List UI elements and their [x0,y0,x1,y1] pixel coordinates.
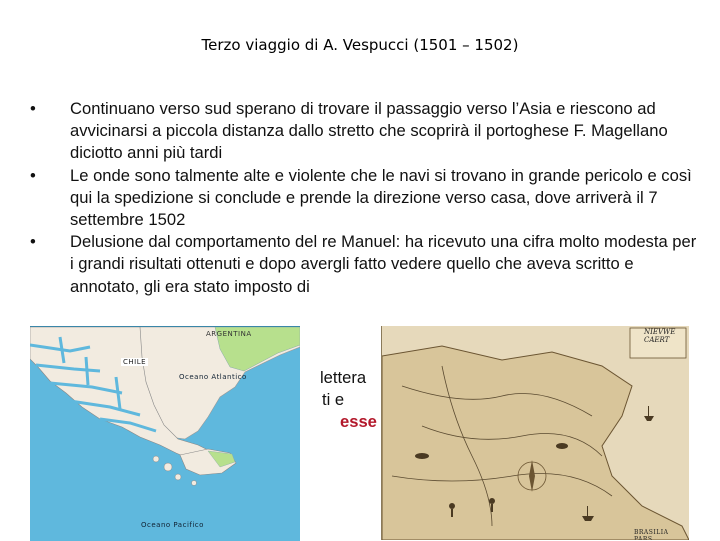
bullet-text: Delusione dal comportamento del re Manuel: ha ricevuto una cifra molto modesta per i grandi risultati ottenuti e dopo avergli fatto vedere quello che aveva scritto e annotato, gli era stato imposto di [70,232,697,296]
bullet-dot: • [30,99,36,118]
slide-title: Terzo viaggio di A. Vespucci (1501 – 1502) [201,36,519,54]
patagonia-map-drawing [30,327,300,541]
bullet-item [30,98,702,165]
label-pacific-ocean: Oceano Pacifico [141,521,204,529]
bullet-item [30,165,702,232]
antique-map-drawing [382,326,689,540]
patagonia-map-image [30,326,300,541]
bullet-item [30,231,702,298]
label-argentina: ARGENTINA [206,330,252,338]
bullet-text: Le onde sono talmente alte e violente che le navi si trovano in grande pericolo e così qui la spedizione si conclude e prende la direzione verso casa, dove arriverà il 7 settembre 1502 [70,165,692,230]
antique-map-title: NIEVWE CAERT [644,328,676,344]
label-chile: CHILE [123,358,147,366]
partial-text-2: ti e [322,390,345,409]
bullet-dot: • [30,165,36,185]
bullet-text: Continuano verso sud sperano di trovare il passaggio verso l’Asia e riescono ad avvicinarsi a piccola distanza dallo stretto che scoprirà il portoghese F. Magellano diciotto anni più tardi [70,99,668,163]
bullet-dot: • [30,232,36,252]
antique-map-footer: BRASILIA PARS [634,529,669,540]
bullet-list [30,98,702,298]
antique-map-image [381,326,689,540]
label-atlantic-ocean: Oceano Atlantico [179,373,247,381]
partial-text-red: esse [340,412,377,431]
partial-text-1: lettera [320,368,367,387]
